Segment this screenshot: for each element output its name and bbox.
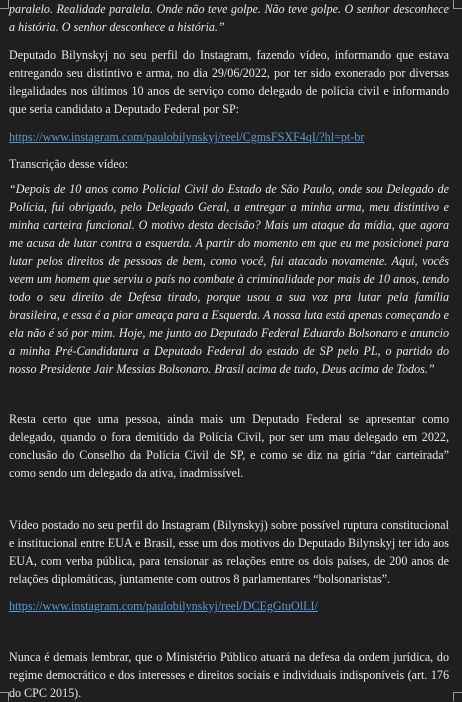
instagram-link-2[interactable]: https://www.instagram.com/paulobilynskyj/reel/DCEgGtuOlLI/ <box>9 599 318 613</box>
corner-mark-bottom-right <box>453 692 462 701</box>
ministerio-publico-paragraph: Nunca é demais lembrar, que o Ministério Público atuará na defesa da ordem jurídica, do regime democrático e dos interesses e direitos sociais e individuais indisponíveis (art. 176 do CPC 2015). <box>9 650 449 700</box>
corner-mark-top-left <box>0 0 9 9</box>
transcription-quote-paragraph: “Depois de 10 anos como Policial Civil do Estado de São Paulo, onde sou Delegado de Polícia, fui obrigado, pelo Delegado Geral, a entregar a minha arma, meu distintivo e minha carteira funcional. O motivo desta decisão? Mais um ataque da mídia, que agora me acusa de lutar contra a esquerda. A partir do momento em que eu me posicionei para lutar pelos direitos de pessoas de bem, como você, fui atacado novamente. Aqui, vocês veem um homem que serviu o país no combate à criminalidade por mais de 10 anos, tendo todo o seu direito de Defesa tirado, porque usou a sua voz pra lutar pela família brasileira, e essa é a pior ameaça para a Esquerda. A nossa luta está apenas começando e ela não é só por mim. Hoje, me junto ao Deputado Federal Eduardo Bolsonaro e anuncio a minha Pré-Candidatura a Deputado Federal do estado de SP pelo PL, o partido do nosso Presidente Jair Messias Bolsonaro. Brasil acima de tudo, Deus acima de Todos.” <box>9 182 449 376</box>
conclusion-paragraph: Resta certo que uma pessoa, ainda mais um Deputado Federal se apresentar como delegado, quando o fora demitido da Polícia Civil, por ser um mau delegado em 2022, conclusão do Conselho da Polícia Civil de SP, e como se diz na gíria “dar carteirada” como sendo um delegado da ativa, inadmissível. <box>9 412 449 480</box>
document-body <box>9 0 449 702</box>
video-rupture-paragraph: Vídeo postado no seu perfil do Instagram (Bilynskyj) sobre possível ruptura constitucional e institucional entre EUA e Brasil, esse um dos motivos do Deputado Bilynskyj ter ido aos EUA, com verba pública, para tensionar as relações entre os dois países, de 200 anos de relações diplomáticas, juntamente com outros 8 parlamentares “bolsonaristas”. <box>9 518 449 586</box>
bilynskyj-instagram-paragraph: Deputado Bilynskyj no seu perfil do Instagram, fazendo vídeo, informando que estava entregando seu distintivo e arma, no dia 29/06/2022, por ter sido exonerado por diversas ilegalidades nos últimos 10 anos de serviço como delegado de polícia civil e informando que seria candidato a Deputado Federal por SP: <box>9 48 449 116</box>
corner-mark-top-right <box>453 0 462 9</box>
instagram-link-paragraph-2 <box>9 597 449 615</box>
corner-mark-bottom-left <box>0 692 9 701</box>
instagram-link-1[interactable]: https://www.instagram.com/paulobilynskyj/reel/CgmsFSXF4qI/?hl=pt-br <box>9 130 365 144</box>
transcription-heading: Transcrição desse vídeo: <box>9 157 129 171</box>
instagram-link-paragraph <box>9 128 449 146</box>
quote-continuation-paragraph: paralelo. Realidade paralela. Onde não teve golpe. Não teve golpe. O senhor desconhece a história. O senhor desconhece a história.” <box>9 2 449 34</box>
